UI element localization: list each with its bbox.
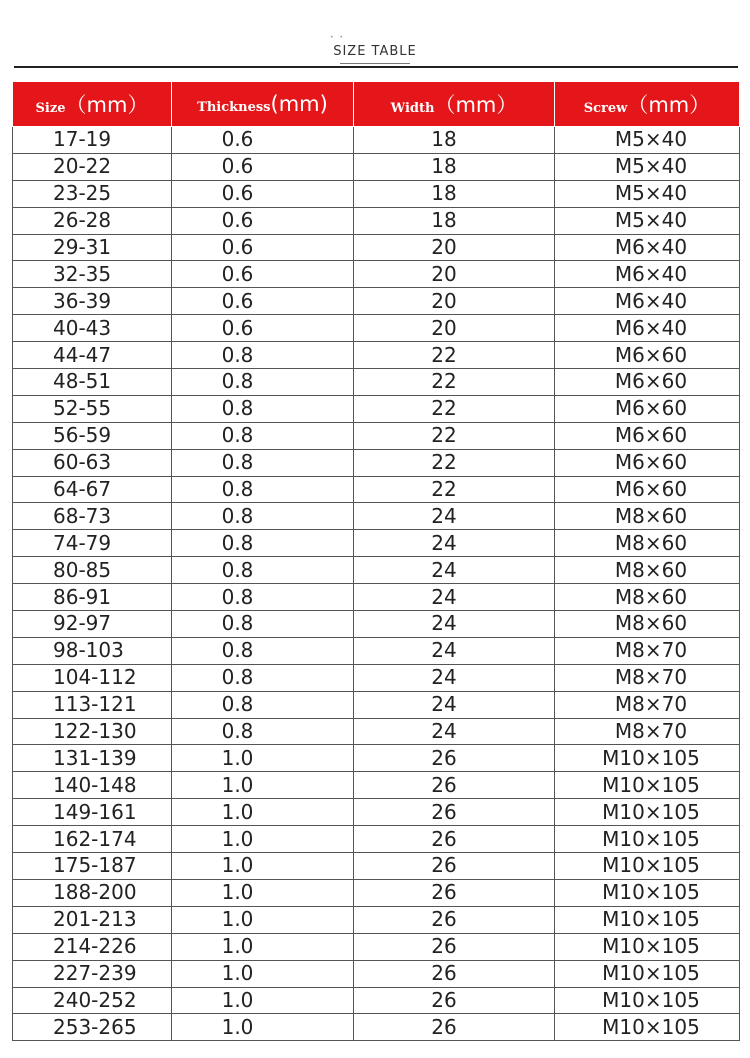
width-cell: 20	[354, 261, 555, 288]
width-cell: 24	[354, 691, 555, 718]
table-row	[13, 449, 740, 476]
thickness-cell: 1.0	[172, 745, 354, 772]
thickness-cell: 0.8	[172, 584, 354, 611]
screw-cell: M8×70	[555, 637, 740, 664]
width-cell: 22	[354, 395, 555, 422]
thickness-cell: 0.8	[172, 342, 354, 369]
width-cell: 26	[354, 826, 555, 853]
screw-cell: M5×40	[555, 207, 740, 234]
screw-cell: M10×105	[555, 1014, 740, 1041]
width-cell: 18	[354, 180, 555, 207]
size-cell: 140-148	[13, 772, 172, 799]
table-row	[13, 584, 740, 611]
table-row	[13, 422, 740, 449]
column-header-screw	[555, 82, 740, 127]
table-body	[13, 127, 740, 1041]
screw-cell: M10×105	[555, 799, 740, 826]
table-row	[13, 745, 740, 772]
size-cell: 86-91	[13, 584, 172, 611]
table-row	[13, 530, 740, 557]
screw-cell: M6×40	[555, 315, 740, 342]
width-cell: 18	[354, 207, 555, 234]
table-row	[13, 987, 740, 1014]
title-underline	[340, 63, 410, 64]
size-table	[12, 81, 740, 1041]
thickness-cell: 0.8	[172, 503, 354, 530]
size-cell: 80-85	[13, 557, 172, 584]
thickness-cell: 0.8	[172, 691, 354, 718]
thickness-cell: 0.6	[172, 153, 354, 180]
screw-cell: M10×105	[555, 987, 740, 1014]
width-cell: 26	[354, 987, 555, 1014]
table-row	[13, 691, 740, 718]
screw-cell: M6×60	[555, 476, 740, 503]
table-row	[13, 342, 740, 369]
table-row	[13, 261, 740, 288]
size-cell: 149-161	[13, 799, 172, 826]
screw-cell: M8×60	[555, 611, 740, 638]
width-cell: 18	[354, 153, 555, 180]
screw-cell: M10×105	[555, 853, 740, 880]
thickness-cell: 0.6	[172, 315, 354, 342]
width-cell: 26	[354, 1014, 555, 1041]
thickness-cell: 1.0	[172, 906, 354, 933]
size-cell: 92-97	[13, 611, 172, 638]
width-cell: 22	[354, 422, 555, 449]
size-cell: 44-47	[13, 342, 172, 369]
column-header-label: Screw	[583, 101, 628, 116]
screw-cell: M6×40	[555, 288, 740, 315]
screw-cell: M6×60	[555, 369, 740, 396]
table-row	[13, 826, 740, 853]
size-cell: 214-226	[13, 933, 172, 960]
size-cell: 60-63	[13, 449, 172, 476]
screw-cell: M8×60	[555, 530, 740, 557]
screw-cell: M8×70	[555, 691, 740, 718]
width-cell: 20	[354, 315, 555, 342]
width-cell: 24	[354, 637, 555, 664]
table-row	[13, 503, 740, 530]
size-cell: 188-200	[13, 879, 172, 906]
size-cell: 201-213	[13, 906, 172, 933]
table-row	[13, 557, 740, 584]
screw-cell: M6×60	[555, 422, 740, 449]
width-cell: 22	[354, 449, 555, 476]
table-row	[13, 288, 740, 315]
screw-cell: M5×40	[555, 153, 740, 180]
thickness-cell: 0.8	[172, 664, 354, 691]
table-header-row	[13, 82, 740, 127]
column-header-label: Size	[35, 101, 66, 116]
size-cell: 131-139	[13, 745, 172, 772]
thickness-cell: 1.0	[172, 879, 354, 906]
width-cell: 24	[354, 718, 555, 745]
width-cell: 20	[354, 234, 555, 261]
size-cell: 175-187	[13, 853, 172, 880]
table-row	[13, 395, 740, 422]
column-header-size	[13, 82, 172, 127]
screw-cell: M6×40	[555, 261, 740, 288]
thickness-cell: 0.8	[172, 637, 354, 664]
size-cell: 98-103	[13, 637, 172, 664]
width-cell: 26	[354, 906, 555, 933]
table-row	[13, 369, 740, 396]
size-cell: 113-121	[13, 691, 172, 718]
screw-cell: M10×105	[555, 933, 740, 960]
screw-cell: M8×70	[555, 664, 740, 691]
width-cell: 26	[354, 933, 555, 960]
column-header-unit: (mm)	[270, 92, 328, 116]
width-cell: 24	[354, 664, 555, 691]
size-cell: 20-22	[13, 153, 172, 180]
size-cell: 23-25	[13, 180, 172, 207]
size-cell: 227-239	[13, 960, 172, 987]
table-row	[13, 960, 740, 987]
thickness-cell: 0.8	[172, 611, 354, 638]
thickness-cell: 0.6	[172, 127, 354, 154]
screw-cell: M8×60	[555, 584, 740, 611]
width-cell: 22	[354, 369, 555, 396]
title-divider	[14, 66, 738, 68]
screw-cell: M10×105	[555, 906, 740, 933]
thickness-cell: 1.0	[172, 1014, 354, 1041]
table-row	[13, 234, 740, 261]
screw-cell: M10×105	[555, 960, 740, 987]
width-cell: 20	[354, 288, 555, 315]
column-header-label: Width	[390, 101, 435, 116]
thickness-cell: 0.8	[172, 369, 354, 396]
size-cell: 56-59	[13, 422, 172, 449]
size-cell: 32-35	[13, 261, 172, 288]
thickness-cell: 0.6	[172, 288, 354, 315]
thickness-cell: 1.0	[172, 826, 354, 853]
table-row	[13, 611, 740, 638]
screw-cell: M10×105	[555, 879, 740, 906]
width-cell: 24	[354, 557, 555, 584]
thickness-cell: 0.8	[172, 718, 354, 745]
page-title: SIZE TABLE	[333, 44, 417, 59]
size-cell: 122-130	[13, 718, 172, 745]
width-cell: 26	[354, 960, 555, 987]
thickness-cell: 0.6	[172, 234, 354, 261]
screw-cell: M10×105	[555, 772, 740, 799]
screw-cell: M8×60	[555, 557, 740, 584]
size-cell: 40-43	[13, 315, 172, 342]
thickness-cell: 1.0	[172, 853, 354, 880]
table-row	[13, 315, 740, 342]
thickness-cell: 0.8	[172, 422, 354, 449]
width-cell: 24	[354, 503, 555, 530]
thickness-cell: 0.6	[172, 207, 354, 234]
thickness-cell: 0.6	[172, 180, 354, 207]
table-row	[13, 664, 740, 691]
thickness-cell: 0.8	[172, 449, 354, 476]
size-cell: 52-55	[13, 395, 172, 422]
table-row	[13, 799, 740, 826]
thickness-cell: 0.8	[172, 476, 354, 503]
thickness-cell: 0.8	[172, 530, 354, 557]
size-cell: 253-265	[13, 1014, 172, 1041]
width-cell: 26	[354, 879, 555, 906]
size-cell: 17-19	[13, 127, 172, 154]
table-row	[13, 1014, 740, 1041]
table-row	[13, 906, 740, 933]
thickness-cell: 1.0	[172, 772, 354, 799]
screw-cell: M6×40	[555, 234, 740, 261]
screw-cell: M8×60	[555, 503, 740, 530]
size-cell: 48-51	[13, 369, 172, 396]
column-header-unit: （mm）	[65, 93, 149, 117]
width-cell: 26	[354, 772, 555, 799]
size-cell: 29-31	[13, 234, 172, 261]
table-row	[13, 772, 740, 799]
screw-cell: M5×40	[555, 127, 740, 154]
width-cell: 18	[354, 127, 555, 154]
width-cell: 26	[354, 853, 555, 880]
width-cell: 22	[354, 342, 555, 369]
table-row	[13, 933, 740, 960]
thickness-cell: 0.8	[172, 395, 354, 422]
width-cell: 24	[354, 584, 555, 611]
table-row	[13, 637, 740, 664]
size-cell: 104-112	[13, 664, 172, 691]
screw-cell: M8×70	[555, 718, 740, 745]
thickness-cell: 1.0	[172, 987, 354, 1014]
width-cell: 24	[354, 530, 555, 557]
screw-cell: M6×60	[555, 395, 740, 422]
size-cell: 162-174	[13, 826, 172, 853]
table-row	[13, 476, 740, 503]
table-row	[13, 153, 740, 180]
size-cell: 64-67	[13, 476, 172, 503]
size-cell: 26-28	[13, 207, 172, 234]
column-header-unit: （mm）	[627, 93, 711, 117]
column-header-width	[354, 82, 555, 127]
width-cell: 26	[354, 745, 555, 772]
thickness-cell: 1.0	[172, 933, 354, 960]
table-row	[13, 207, 740, 234]
thickness-cell: 0.6	[172, 261, 354, 288]
screw-cell: M5×40	[555, 180, 740, 207]
thickness-cell: 0.8	[172, 557, 354, 584]
table-row	[13, 879, 740, 906]
table-row	[13, 180, 740, 207]
table-row	[13, 718, 740, 745]
table-row	[13, 127, 740, 154]
column-header-unit: （mm）	[434, 93, 518, 117]
size-cell: 68-73	[13, 503, 172, 530]
screw-cell: M6×60	[555, 449, 740, 476]
size-cell: 36-39	[13, 288, 172, 315]
column-header-label: Thickness	[197, 100, 271, 115]
column-header-thickness	[172, 82, 354, 127]
size-cell: 74-79	[13, 530, 172, 557]
screw-cell: M6×60	[555, 342, 740, 369]
size-cell: 240-252	[13, 987, 172, 1014]
thickness-cell: 1.0	[172, 960, 354, 987]
width-cell: 22	[354, 476, 555, 503]
thickness-cell: 1.0	[172, 799, 354, 826]
screw-cell: M10×105	[555, 826, 740, 853]
title-ornament: • •	[330, 34, 345, 41]
screw-cell: M10×105	[555, 745, 740, 772]
width-cell: 26	[354, 799, 555, 826]
table-row	[13, 853, 740, 880]
width-cell: 24	[354, 611, 555, 638]
